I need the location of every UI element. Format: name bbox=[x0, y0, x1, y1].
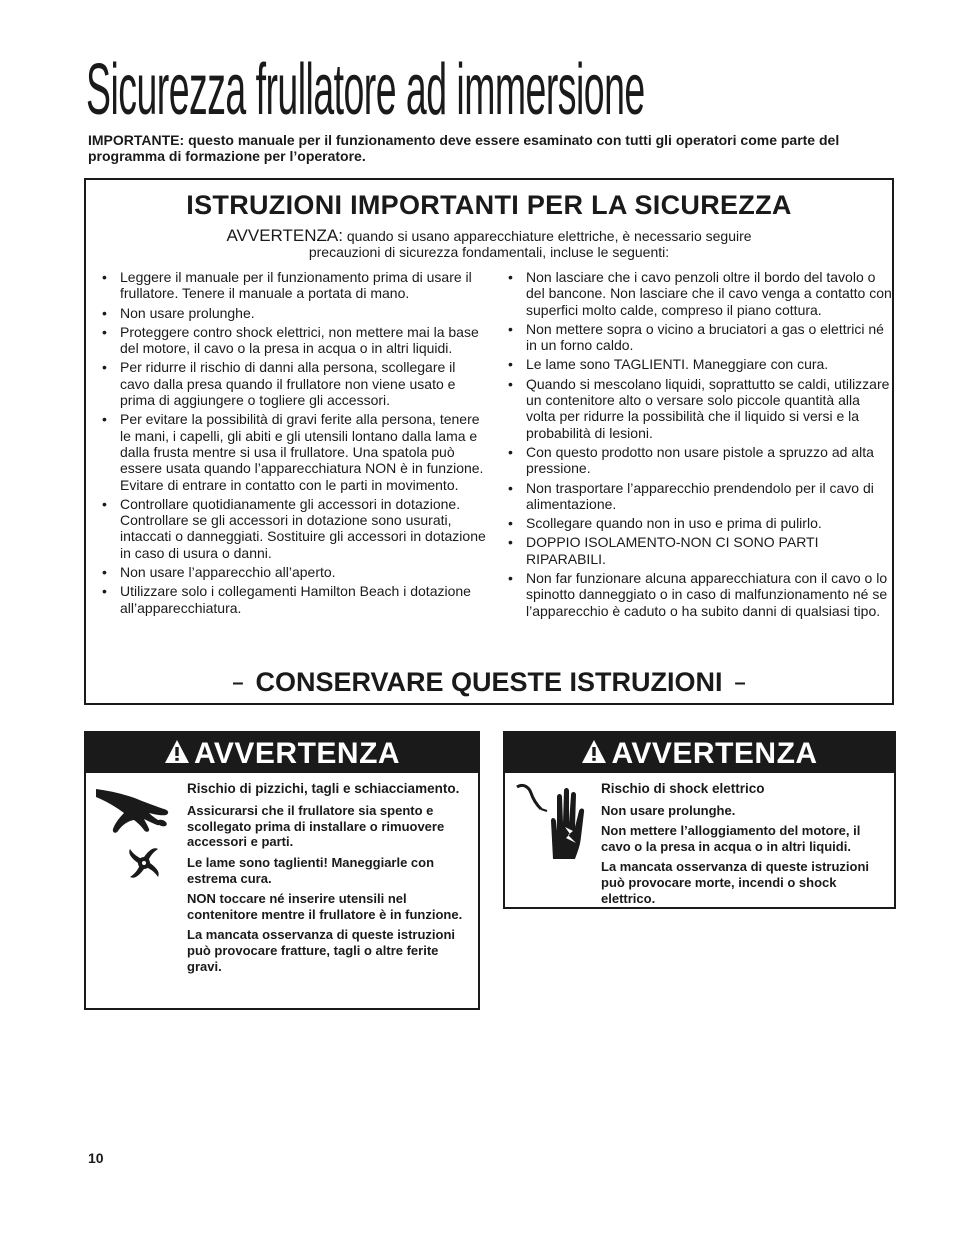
list-item: • Non lasciare che i cavo penzoli oltre il bordo del tavolo o del bancone. Non lasciare che il cavo venga a contatto con superfici molto calde, compreso il piano cottura. bbox=[508, 269, 892, 318]
warning-header-text: AVVERTENZA bbox=[193, 737, 401, 770]
dash-left: – bbox=[232, 672, 244, 695]
warning-box-pinch bbox=[84, 731, 480, 1010]
list-item: • Controllare quotidianamente gli accessori in dotazione. Controllare se gli accessori in dotazione sono usurati, intaccati o danneggiati. Sostituire gli accessori in dotazione in caso di usura o danni. bbox=[102, 495, 486, 561]
list-item: • Non far funzionare alcuna apparecchiatura con il cavo o lo spinotto danneggiato o in caso di malfunzionamento né se l’apparecchio è caduto o ha subito danni di qualsiasi tipo. bbox=[508, 570, 888, 619]
warning-text-line-2: precauzioni di sicurezza fondamentali, incluse le seguenti: bbox=[308, 244, 670, 260]
warning-line: Non usare prolunghe. bbox=[601, 802, 736, 818]
list-item: • Per evitare la possibilità di gravi ferite alla persona, tenere le mani, i capelli, gli abiti e gli utensili lontano dalla lama e dalla frusta mentre si usa il frullatore. Una spatola può essere usata quando l’apparecchiatura NON è in funzione. Evitare di entrare in contatto con le parti in movimento. bbox=[102, 411, 484, 493]
list-item: • DOPPIO ISOLAMENTO-NON CI SONO PARTI RIPARABILI. bbox=[508, 534, 819, 567]
warning-line: Le lame sono taglienti! Maneggiarle con estrema cura. bbox=[187, 854, 435, 886]
general-warning bbox=[86, 228, 892, 260]
safety-list-left bbox=[100, 269, 486, 619]
warning-header bbox=[505, 733, 894, 773]
safety-instructions-box bbox=[84, 178, 894, 705]
risk-title: Rischio di shock elettrico bbox=[601, 781, 765, 796]
warning-triangle-icon bbox=[581, 739, 607, 765]
list-item: • Quando si mescolano liquidi, soprattutto se caldi, utilizzare un contenitore alto o versare solo piccole quantità alla volta per ridurre la possibilità che il liquido si versi e la probabilità di lesioni. bbox=[508, 375, 890, 441]
warning-line: Non mettere l’alloggiamento del motore, il cavo o la presa in acqua o in altri liquidi. bbox=[601, 823, 861, 854]
warning-header-text: AVVERTENZA bbox=[611, 737, 818, 770]
page-title: Sicurezza frullatore ad immersione bbox=[86, 50, 645, 130]
list-item: • Con questo prodotto non usare pistole a spruzzo ad alta pressione. bbox=[508, 443, 874, 477]
warning-header bbox=[86, 733, 478, 773]
electric-shock-hand-icon bbox=[513, 781, 595, 867]
list-item: • Non mettere sopra o vicino a bruciatori a gas o elettrici né in un forno caldo. bbox=[508, 320, 884, 354]
list-item: • Leggere il manuale per il funzionamento prima di usare il frullatore. Tenere il manuale a portata di mano. bbox=[102, 269, 472, 302]
warning-line: La mancata osservanza di queste istruzioni può provocare morte, incendi o shock elettrico. bbox=[601, 859, 870, 906]
list-item: • Utilizzare solo i collegamenti Hamilton Beach i dotazione all’apparecchiatura. bbox=[102, 583, 471, 616]
warning-triangle-icon bbox=[164, 739, 190, 765]
risk-title: Rischio di pizzichi, tagli e schiacciamento. bbox=[187, 781, 460, 796]
warning-line: Assicurarsi che il frullatore sia spento e scollegato prima di installare o rimuovere accessori e parti. bbox=[187, 802, 445, 850]
safety-list-right bbox=[506, 269, 892, 622]
hand-blade-icon bbox=[94, 785, 180, 885]
list-item: • Scollegare quando non in uso e prima di pulirlo. bbox=[508, 515, 822, 532]
warning-box-shock bbox=[503, 731, 896, 909]
list-item: • Per ridurre il rischio di danni alla persona, scollegare il cavo dalla presa quando il frullatore non viene usato e prima di aggiungere o togliere gli accessori. bbox=[102, 359, 456, 409]
save-instructions-text: CONSERVARE QUESTE ISTRUZIONI bbox=[255, 667, 723, 697]
list-item: • Non usare l’apparecchio all’aperto. bbox=[102, 564, 336, 581]
warning-text-pinch bbox=[187, 781, 472, 979]
list-item: • Proteggere contro shock elettrici, non mettere mai la base del motore, il cavo o la presa in acqua o in altri liquidi. bbox=[102, 323, 479, 357]
warning-text-shock bbox=[601, 781, 891, 911]
dash-right: – bbox=[734, 672, 746, 695]
list-item: • Non trasportare l’apparecchio prendendolo per il cavo di alimentazione. bbox=[508, 479, 874, 512]
page-number: 10 bbox=[88, 1150, 104, 1166]
warning-line: NON toccare né inserire utensili nel contenitore mentre il frullatore è in funzione. bbox=[187, 890, 463, 922]
intro-important-note: IMPORTANTE: questo manuale per il funzionamento deve essere esaminato con tutti gli operatori come parte del programma di formazione per l’operatore. bbox=[88, 132, 840, 164]
list-item: • Non usare prolunghe. bbox=[102, 304, 255, 321]
warning-text-line-1: quando si usano apparecchiature elettriche, è necessario seguire bbox=[346, 228, 752, 244]
warning-label: AVVERTENZA: bbox=[226, 226, 343, 245]
list-item: • Le lame sono TAGLIENTI. Maneggiare con cura. bbox=[508, 356, 829, 373]
safety-heading: ISTRUZIONI IMPORTANTI PER LA SICUREZZA bbox=[186, 190, 792, 220]
save-instructions-banner bbox=[86, 667, 892, 698]
warning-line: La mancata osservanza di queste istruzioni può provocare fratture, tagli o altre ferite gravi. bbox=[187, 927, 456, 974]
